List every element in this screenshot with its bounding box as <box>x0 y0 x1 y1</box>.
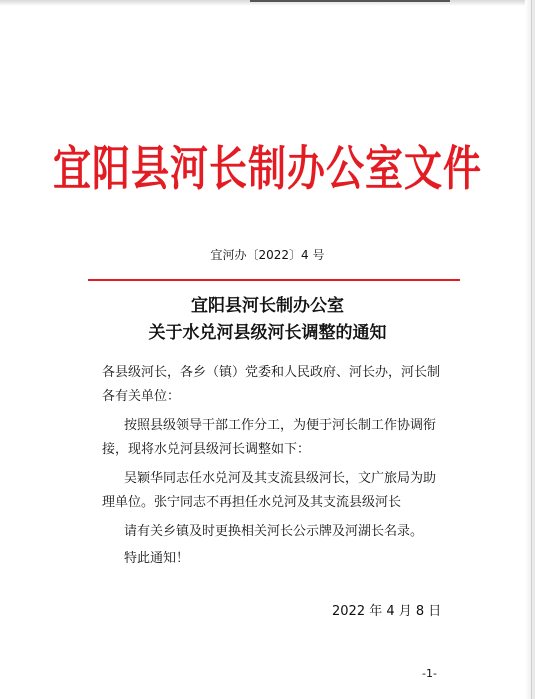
scan-edge-bar <box>250 0 450 2</box>
scan-edge-right <box>525 0 535 699</box>
body-line-4: 接，现将水兑河县级河长调整如下： <box>102 442 311 457</box>
body-line-1: 各县级河长，各乡（镇）党委和人民政府、河长办，河长制 <box>102 365 441 380</box>
red-divider-rule <box>88 279 460 281</box>
document-number: 宜河办〔2022〕4 号 <box>210 248 325 262</box>
notice-title-line-1: 宜阳县河长制办公室 <box>191 296 344 316</box>
document-date: 2022 年 4 月 8 日 <box>332 604 442 619</box>
body-line-5: 吴颖华同志任水兑河及其支流县级河长，文广旅局为助 <box>124 471 437 486</box>
scan-edge-line <box>531 0 532 699</box>
body-line-6: 理单位。张宁同志不再担任水兑河及其支流县级河长 <box>102 495 402 510</box>
document-header-title: 宜阳县河长制办公室文件 <box>52 140 482 197</box>
body-line-8: 特此通知！ <box>124 551 190 566</box>
notice-title-line-2: 关于水兑河县级河长调整的通知 <box>148 323 387 343</box>
page-number: -1- <box>422 667 437 680</box>
body-line-3: 按照县级领导干部工作分工，为便于河长制工作协调衔 <box>124 418 437 433</box>
body-line-7: 请有关乡镇及时更换相关河长公示牌及河湖长名录。 <box>124 524 424 539</box>
body-line-2: 各有关单位： <box>102 389 181 404</box>
